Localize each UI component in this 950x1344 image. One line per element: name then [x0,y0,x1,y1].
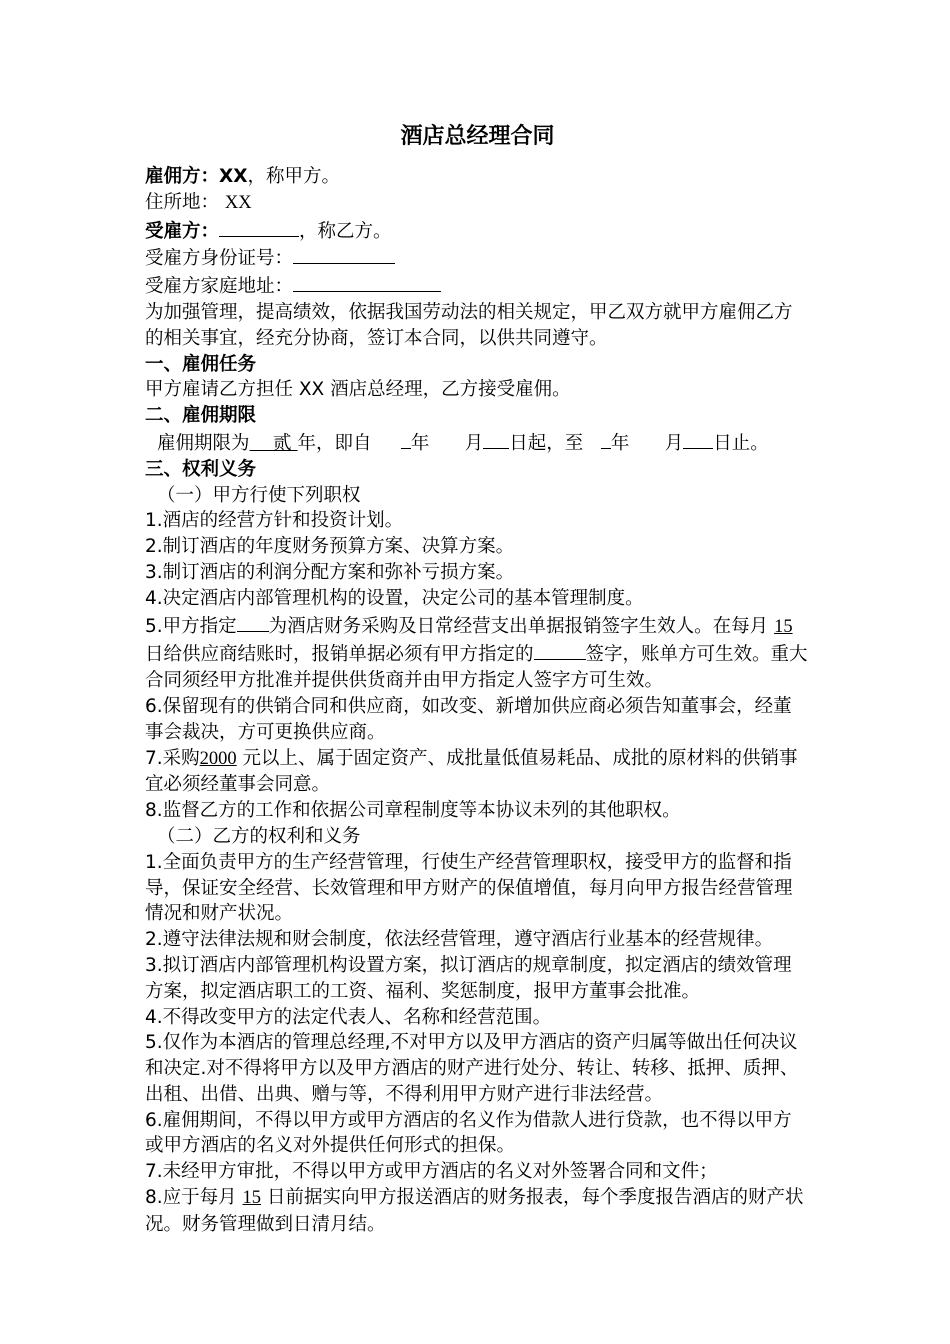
term-mid: 年，即自 [297,432,372,454]
section-3-heading: 三、权利义务 [145,458,257,480]
party-a-item-4: 4.决定酒店内部管理机构的设置，决定公司的基本管理制度。 [145,587,644,609]
term-years-value: 贰 [273,432,292,454]
home-label: 受雇方家庭地址： [145,276,294,298]
start-month-label: 月 [464,432,484,454]
designated-signer-blank[interactable] [534,640,586,660]
employee-name-blank[interactable] [219,217,299,237]
party-a-item-6: 6.保留现有的供销合同和供应商，如改变、新增加供应商必须告知董事会，经董事会裁决，方可更换供应商。 [145,695,792,743]
employer-line [145,164,810,190]
party-a-item-3: 3.制订酒店的利润分配方案和弥补亏损方案。 [145,561,515,583]
party-b-item-7: 7.未经甲方审批，不得以甲方或甲方酒店的名义对外签署合同和文件； [145,1161,718,1183]
term-line [145,429,810,457]
party-b-item-2: 2.遵守法律法规和财会制度，依法经营管理，遵守酒店行业基本的经营规律。 [145,929,774,951]
start-day-label: 日起，至 [509,432,584,454]
party-b-item-8 [145,1185,810,1238]
item-5-part-3: 日给供应商结账时，报销单据必须有甲方指定的 [145,644,534,666]
employee-line [145,217,810,245]
subsection-1-heading: （一）甲方行使下列职权 [157,484,361,506]
employee-label: 受雇方： [145,220,220,242]
id-line [145,244,810,272]
subsection-2-heading: （二）乙方的权利和义务 [157,825,361,847]
id-label: 受雇方身份证号： [145,248,294,270]
start-year-label: 年 [410,432,430,454]
party-b-item-1: 1.全面负责甲方的生产经营管理，行使生产经营管理职权，接受甲方的监督和指导，保证安全经营、长效管理和甲方财产的保值增值，每月向甲方报告经营管理情况和财产状况。 [145,851,793,925]
party-b-item-3: 3.拟订酒店内部管理机构设置方案，拟订酒店的规章制度，拟定酒店的绩效管理方案，拟定酒店职工的工资、福利、奖惩制度，报甲方董事会批准。 [145,954,792,1002]
employee-suffix: ，称乙方。 [299,220,392,242]
end-year-label: 年 [610,432,630,454]
document-title: 酒店总经理合同 [400,124,555,149]
party-b-item-5: 5.仅作为本酒店的管理总经理,不对甲方以及甲方酒店的资产归属等做出任何决议和决定.对不得将甲方以及甲方酒店的财产进行处分、转让、转移、抵押、质押、出租、出借、出典、赠与等，不得利用甲方财产进行非法经营。 [145,1032,799,1105]
settlement-day: 15 [774,616,793,637]
party-b-item-6: 6.雇佣期间，不得以甲方或甲方酒店的名义作为借款人进行贷款，也不得以甲方或甲方酒店的名义对外提供任何形式的担保。 [145,1109,792,1157]
item-8-part-1: 8.应于每月 [145,1187,237,1209]
employer-name: XX [219,166,248,187]
end-month-label: 月 [664,432,684,454]
term-years [250,433,298,454]
end-year-blank[interactable] [601,429,611,449]
document-body [145,122,810,1238]
party-a-item-8: 8.监督乙方的工作和依据公司章程制度等本协议未列的其他职权。 [145,800,681,822]
intro-paragraph: 为加强管理，提高绩效，依据我国劳动法的相关规定，甲乙双方就甲方雇佣乙方的相关事宜，经充分协商，签订本合同，以供共同遵守。 [145,301,793,349]
section-2-heading: 二、雇佣期限 [145,405,257,427]
section-1-heading: 一、雇佣任务 [145,353,257,375]
party-a-item-5 [145,612,810,694]
employer-suffix: ，称甲方。 [247,166,341,187]
start-year-blank[interactable] [401,429,411,449]
id-number-blank[interactable] [293,244,395,264]
start-day-blank[interactable] [483,429,509,449]
address-value: XX [224,192,252,213]
end-day-label: 日止。 [713,432,769,454]
section-1-text: 甲方雇请乙方担任 XX 酒店总经理，乙方接受雇佣。 [145,379,571,401]
item-7-part-1: 7.采购 [145,747,200,769]
item-5-part-2: 为酒店财务采购及日常经营支出单据报销签字生效人。在每月 [268,615,769,637]
item-5-part-4: 签字，账单方可生效。重大合同须经甲方批准并提供供货商并由甲方指定人签字方可生效。 [145,644,808,692]
home-address-blank[interactable] [293,272,441,292]
purchase-amount: 2000 [199,748,237,769]
address-line [145,190,810,217]
item-5-part-1: 5.甲方指定 [145,615,237,637]
party-a-item-1: 1.酒店的经营方针和投资计划。 [145,510,404,532]
item-7-part-2: 元以上、属于固定资产、成批量低值易耗品、成批的原材料的供销事宜必须经董事会同意。 [145,747,798,796]
end-day-blank[interactable] [683,429,713,449]
home-line [145,272,810,300]
address-label: 住所地： [145,191,220,213]
report-day: 15 [242,1188,262,1209]
term-prefix: 雇佣期限为 [157,432,250,454]
employer-label: 雇佣方： [145,166,220,187]
party-a-item-7 [145,746,810,799]
party-b-item-4: 4.不得改变甲方的法定代表人、名称和经营范围。 [145,1006,552,1028]
signer-blank[interactable] [237,612,269,632]
item-8-part-2: 日前据实向甲方报送酒店的财务报表，每个季度报告酒店的财产状况。财务管理做到日清月结。 [145,1187,804,1235]
party-a-item-2: 2.制订酒店的年度财务预算方案、决算方案。 [145,536,515,558]
